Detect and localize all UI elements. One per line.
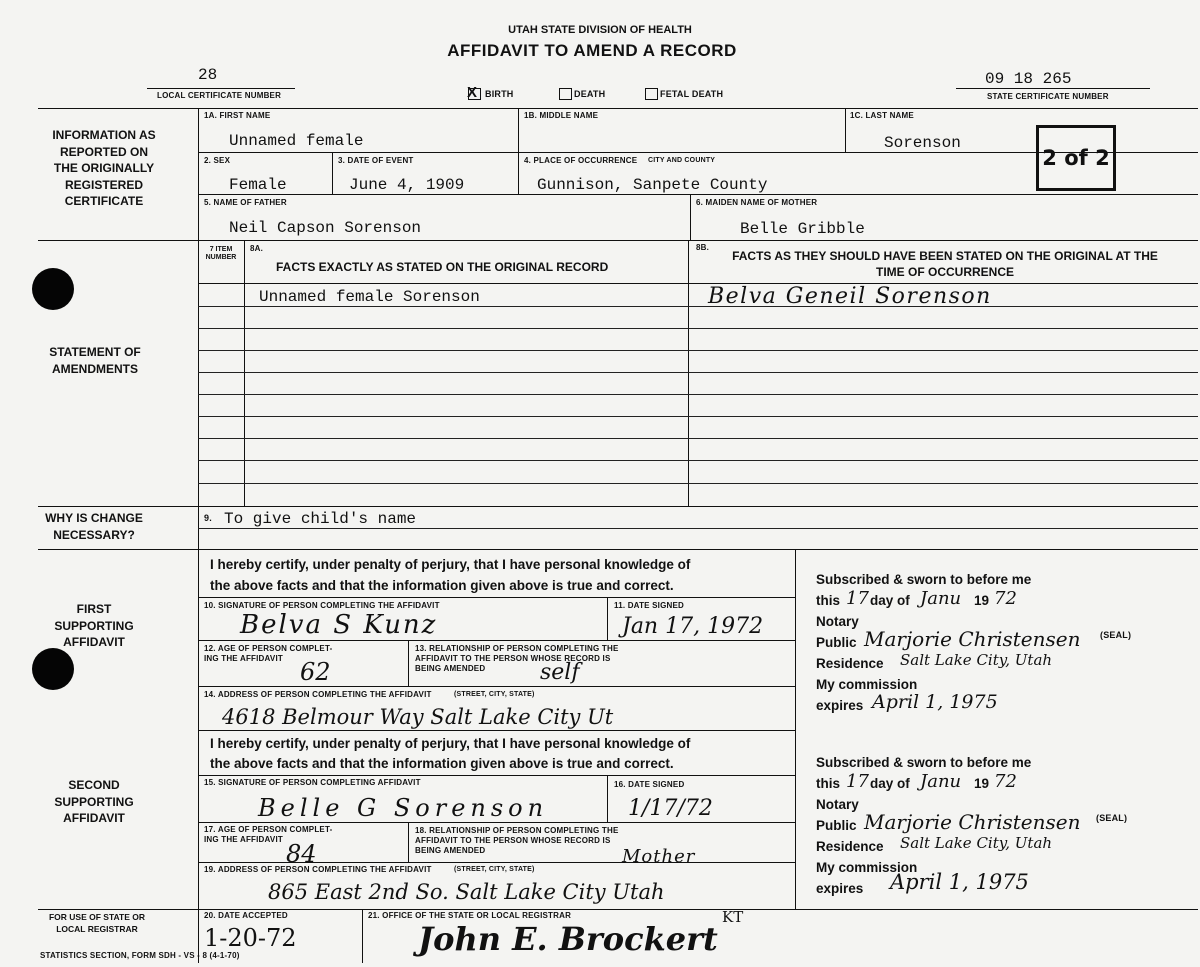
a1-date: Jan 17, 1972 xyxy=(622,614,764,639)
middle-name-label: 1B. MIDDLE NAME xyxy=(524,111,599,120)
a2-relationship-label-1: 18. RELATIONSHIP OF PERSON COMPLETING THE xyxy=(415,826,619,835)
local-certificate-label: LOCAL CERTIFICATE NUMBER xyxy=(157,91,282,100)
registrar-initials: KT xyxy=(722,908,744,926)
notary1-subscribed: Subscribed & sworn to before me xyxy=(816,572,1032,587)
notary1-residence-value: Salt Lake City, Utah xyxy=(900,651,1053,669)
notary2-this: this xyxy=(816,776,841,791)
why-number: 9. xyxy=(204,513,212,523)
certify-line-1-a2: I hereby certify, under penalty of perjury, that I have personal knowledge of xyxy=(210,736,691,751)
state-certificate-label: STATE CERTIFICATE NUMBER xyxy=(987,92,1109,101)
local-certificate-number: 28 xyxy=(198,66,218,84)
mother-value: Belle Gribble xyxy=(740,220,865,238)
notary1-day-of: day of xyxy=(870,593,910,608)
first-name-label: 1A. FIRST NAME xyxy=(204,111,271,120)
state-certificate-number: 09 18 265 xyxy=(985,70,1072,88)
notary1-year-prefix: 19 xyxy=(974,593,990,608)
notary2-notary: Notary xyxy=(816,797,859,812)
a1-relationship-label-2: AFFIDAVIT TO THE PERSON WHOSE RECORD IS xyxy=(415,654,611,663)
father-value: Neil Capson Sorenson xyxy=(229,219,422,237)
notary2-public-name: Marjorie Christensen xyxy=(864,810,1081,834)
date-accepted-label: 20. DATE ACCEPTED xyxy=(204,911,288,920)
col-8b-header: FACTS AS THEY SHOULD HAVE BEEN STATED ON THE ORIGINAL AT THE TIME OF OCCURRENCE xyxy=(732,249,1158,279)
father-label: 5. NAME OF FATHER xyxy=(204,198,287,207)
a1-age-label-2: ING THE AFFIDAVIT xyxy=(204,654,283,663)
notary1-public-name: Marjorie Christensen xyxy=(864,627,1081,651)
a1-address-label: 14. ADDRESS OF PERSON COMPLETING THE AFFIDAVIT xyxy=(204,690,432,699)
notary1-this: this xyxy=(816,593,841,608)
notary2-day: 17 xyxy=(846,771,869,792)
notary-block-1 xyxy=(816,569,1196,719)
form-footer: STATISTICS SECTION, FORM SDH - VS - 8 (4-1-70) xyxy=(40,951,240,960)
notary1-expires-value: April 1, 1975 xyxy=(872,691,998,713)
notary1-year: 72 xyxy=(994,588,1017,609)
notary1-commission: My commission xyxy=(816,677,918,692)
notary2-commission: My commission xyxy=(816,860,918,875)
amendment-original-1: Unnamed female Sorenson xyxy=(259,288,480,306)
fetal-death-option-label: FETAL DEATH xyxy=(660,89,724,99)
place-value: Gunnison, Sanpete County xyxy=(537,176,768,194)
col-8b-number: 8B. xyxy=(696,243,710,252)
date-accepted: 1-20-72 xyxy=(204,924,297,952)
notary1-seal: (SEAL) xyxy=(1100,630,1132,640)
sex-label: 2. SEX xyxy=(204,156,231,165)
notary2-subscribed: Subscribed & sworn to before me xyxy=(816,755,1032,770)
a1-relationship-label-3: BEING AMENDED xyxy=(415,664,486,673)
date-of-event-value: June 4, 1909 xyxy=(349,176,465,194)
a2-relationship-label-2: AFFIDAVIT TO THE PERSON WHOSE RECORD IS xyxy=(415,836,611,845)
notary1-public: Public xyxy=(816,635,857,650)
notary1-day: 17 xyxy=(846,588,869,609)
why-reason: To give child's name xyxy=(224,510,417,528)
a1-signature: Belva S Kunz xyxy=(240,610,438,640)
section-why-change: WHY IS CHANGE NECESSARY? xyxy=(45,511,143,542)
notary2-year: 72 xyxy=(994,771,1017,792)
notary2-residence-value: Salt Lake City, Utah xyxy=(900,834,1053,852)
certify-line-2-a1: the above facts and that the information given above is true and correct. xyxy=(210,578,674,593)
notary2-seal: (SEAL) xyxy=(1096,813,1128,823)
certify-line-1-a1: I hereby certify, under penalty of perjury, that I have personal knowledge of xyxy=(210,557,691,572)
a2-date-label: 16. DATE SIGNED xyxy=(614,780,685,789)
place-label: 4. PLACE OF OCCURRENCE xyxy=(524,156,638,165)
amendment-corrected-1: Belva Geneil Sorenson xyxy=(708,284,992,309)
section-second-affidavit: SECOND SUPPORTING AFFIDAVIT xyxy=(54,778,134,825)
col-8a-number: 8A. xyxy=(250,244,264,253)
a1-relationship-label-1: 13. RELATIONSHIP OF PERSON COMPLETING THE xyxy=(415,644,619,653)
event-type-options xyxy=(467,84,748,101)
notary2-expires: expires xyxy=(816,881,864,896)
a1-signature-label: 10. SIGNATURE OF PERSON COMPLETING THE AFFIDAVIT xyxy=(204,601,440,610)
notary1-month: Janu xyxy=(920,588,962,609)
notary2-year-prefix: 19 xyxy=(974,776,990,791)
registrar-signature: John E. Brockert xyxy=(418,920,718,958)
a2-signature-label: 15. SIGNATURE OF PERSON COMPLETING AFFIDAVIT xyxy=(204,778,421,787)
notary2-public: Public xyxy=(816,818,857,833)
a2-relationship: Mother xyxy=(622,846,696,867)
a2-address-label: 19. ADDRESS OF PERSON COMPLETING THE AFFIDAVIT xyxy=(204,865,432,874)
item-number-label: 7 ITEM NUMBER xyxy=(205,246,237,261)
last-name-label: 1C. LAST NAME xyxy=(850,111,914,120)
mother-label: 6. MAIDEN NAME OF MOTHER xyxy=(696,198,818,207)
binder-hole-top xyxy=(32,268,74,310)
death-option-label: DEATH xyxy=(574,89,606,99)
a1-age-label-1: 12. AGE OF PERSON COMPLET- xyxy=(204,644,333,653)
birth-check-mark: X xyxy=(467,84,478,101)
a1-address-sublabel: (STREET, CITY, STATE) xyxy=(454,691,535,698)
a2-signature: Belle G Sorenson xyxy=(258,794,549,822)
notary1-residence: Residence xyxy=(816,656,884,671)
page-stamp xyxy=(1036,125,1116,191)
section-statement-of-amendments: STATEMENT OF AMENDMENTS xyxy=(49,345,141,376)
agency-name: UTAH STATE DIVISION OF HEALTH xyxy=(508,24,692,36)
a2-age-label-2: ING THE AFFIDAVIT xyxy=(204,835,283,844)
death-checkbox[interactable] xyxy=(559,88,572,100)
certify-line-2-a2: the above facts and that the information given above is true and correct. xyxy=(210,756,674,771)
col-8a-header: FACTS EXACTLY AS STATED ON THE ORIGINAL RECORD xyxy=(276,260,609,274)
registrar-office-label: 21. OFFICE OF THE STATE OR LOCAL REGISTRAR xyxy=(368,911,572,920)
sex-value: Female xyxy=(229,176,287,194)
notary2-day-of: day of xyxy=(870,776,910,791)
binder-hole-bottom xyxy=(32,648,74,690)
last-name-value: Sorenson xyxy=(884,134,961,152)
a2-age: 84 xyxy=(286,840,317,868)
date-of-event-label: 3. DATE OF EVENT xyxy=(338,156,414,165)
a2-address-sublabel: (STREET, CITY, STATE) xyxy=(454,866,535,873)
a2-age-label-1: 17. AGE OF PERSON COMPLET- xyxy=(204,825,333,834)
page-stamp-text: 2 of 2 xyxy=(1042,146,1110,170)
a1-relationship: self xyxy=(540,660,580,685)
section-original-info: INFORMATION AS REPORTED ON THE ORIGINALLY REGISTERED CERTIFICATE xyxy=(52,128,156,208)
a1-address: 4618 Belmour Way Salt Lake City Ut xyxy=(222,705,614,729)
section-registrar: FOR USE OF STATE OR LOCAL REGISTRAR xyxy=(48,912,146,934)
section-first-affidavit: FIRST SUPPORTING AFFIDAVIT xyxy=(54,602,134,649)
a2-date: 1/17/72 xyxy=(628,796,713,821)
notary2-month: Janu xyxy=(920,771,962,792)
notary1-notary: Notary xyxy=(816,614,859,629)
a1-date-label: 11. DATE SIGNED xyxy=(614,601,684,610)
a2-address: 865 East 2nd So. Salt Lake City Utah xyxy=(268,880,665,904)
birth-option-label: BIRTH xyxy=(485,89,514,99)
a1-age: 62 xyxy=(300,658,331,686)
first-name-value: Unnamed female xyxy=(229,132,364,150)
notary2-expires-value: April 1, 1975 xyxy=(890,870,1029,894)
place-sublabel: CITY AND COUNTY xyxy=(648,157,716,164)
notary-block-2 xyxy=(816,752,1196,902)
a2-relationship-label-3: BEING AMENDED xyxy=(415,846,486,855)
form-title: AFFIDAVIT TO AMEND A RECORD xyxy=(447,41,737,60)
notary2-residence: Residence xyxy=(816,839,884,854)
fetal-death-checkbox[interactable] xyxy=(645,88,658,100)
notary1-expires: expires xyxy=(816,698,864,713)
